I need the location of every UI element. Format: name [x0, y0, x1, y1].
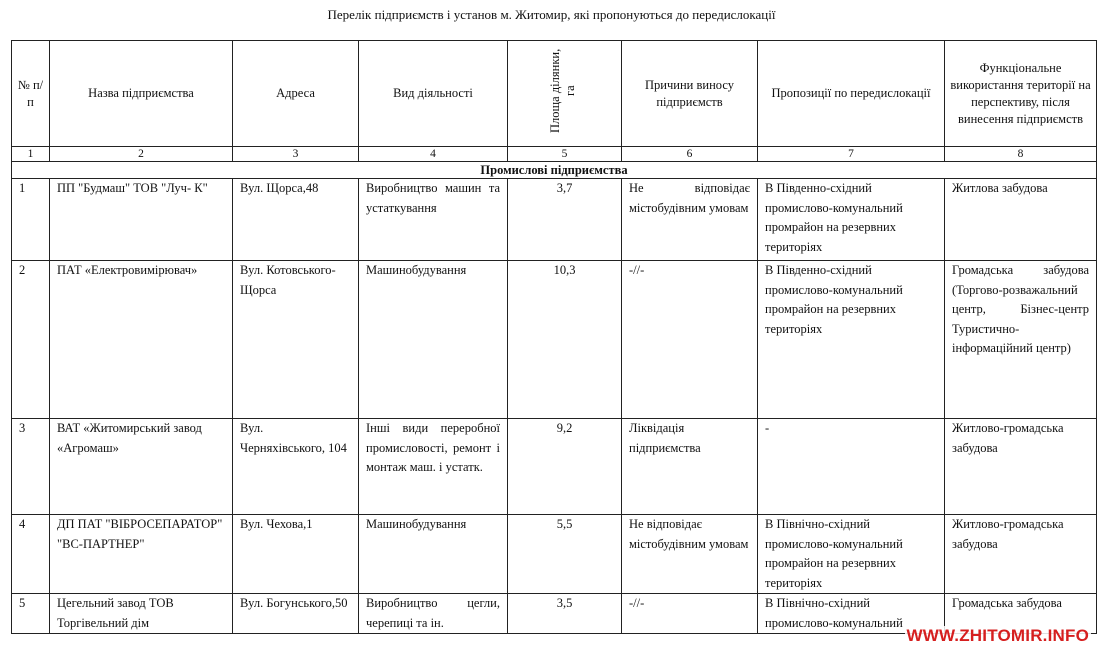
row-future: Житлово-громадська забудова: [945, 515, 1097, 594]
column-number: 7: [758, 147, 945, 162]
row-future: Житлово-громадська забудова: [945, 419, 1097, 515]
row-address: Вул. Черняхівського, 104: [233, 419, 359, 515]
row-area: 10,3: [508, 261, 622, 419]
row-reason: -//-: [622, 594, 758, 634]
row-proposal: В Північно-східний промислово-комунальний промрайон на резервних територіях: [758, 515, 945, 594]
row-activity: Виробництво машин та устаткування: [359, 179, 508, 261]
column-number-row: [12, 147, 1097, 162]
header-activity: Вид діяльності: [359, 41, 508, 147]
row-name: Цегельний завод ТОВ Торгівельний дім: [50, 594, 233, 634]
row-num: 5: [12, 594, 50, 634]
table-row: [12, 179, 1097, 261]
header-name: Назва підприємства: [50, 41, 233, 147]
row-proposal: В Південно-східний промислово-комунальний промрайон на резервних територіях: [758, 261, 945, 419]
header-address: Адреса: [233, 41, 359, 147]
row-reason: Не відповідає містобудівним умовам: [622, 179, 758, 261]
row-future: Громадська забудова: [945, 594, 1097, 634]
site-watermark: WWW.ZHITOMIR.INFO: [906, 626, 1089, 645]
header-row: [12, 41, 1097, 147]
row-reason: -//-: [622, 261, 758, 419]
header-future: Функціональне використання території на перспективу, після винесення підприємств: [945, 41, 1097, 147]
row-name: ВАТ «Житомирський завод «Агромаш»: [50, 419, 233, 515]
column-number: 3: [233, 147, 359, 162]
enterprises-table: [11, 40, 1097, 634]
row-proposal: В Південно-східний промислово-комунальний промрайон на резервних територіях: [758, 179, 945, 261]
table-row: [12, 515, 1097, 594]
row-num: 3: [12, 419, 50, 515]
row-area: 5,5: [508, 515, 622, 594]
row-address: Вул. Чехова,1: [233, 515, 359, 594]
column-number: 4: [359, 147, 508, 162]
column-number: 1: [12, 147, 50, 162]
header-num: № п/п: [12, 41, 50, 147]
table-row: [12, 261, 1097, 419]
table-row: [12, 419, 1097, 515]
row-future: Житлова забудова: [945, 179, 1097, 261]
section-row: [12, 162, 1097, 179]
row-name: ПП "Будмаш" ТОВ "Луч- К": [50, 179, 233, 261]
header-proposal: Пропозиції по передислокації: [758, 41, 945, 147]
row-name: ПАТ «Електровимірювач»: [50, 261, 233, 419]
column-number: 2: [50, 147, 233, 162]
row-activity: Виробництво цегли, черепиці та ін.: [359, 594, 508, 634]
row-num: 1: [12, 179, 50, 261]
row-num: 2: [12, 261, 50, 419]
column-number: 8: [945, 147, 1097, 162]
row-reason: Не відповідає містобудівним умовам: [622, 515, 758, 594]
row-num: 4: [12, 515, 50, 594]
row-area: 9,2: [508, 419, 622, 515]
row-address: Вул. Котовського-Щорса: [233, 261, 359, 419]
row-reason: Ліквідація підприємства: [622, 419, 758, 515]
row-proposal: В Північно-східний промислово-комунальний: [758, 594, 945, 634]
row-proposal: -: [758, 419, 945, 515]
section-title: Промислові підприємства: [12, 162, 1097, 179]
column-number: 5: [508, 147, 622, 162]
document-title: Перелік підприємств і установ м. Житомир, які пропонуються до передислокації: [327, 7, 776, 22]
row-address: Вул. Щорса,48: [233, 179, 359, 261]
header-area: [508, 41, 622, 147]
row-activity: Машинобудування: [359, 515, 508, 594]
row-address: Вул. Богунського,50: [233, 594, 359, 634]
row-activity: Інші види переробної промисловості, ремонт і монтаж маш. і устатк.: [359, 419, 508, 515]
row-area: 3,7: [508, 179, 622, 261]
column-number: 6: [622, 147, 758, 162]
header-area-label: Площа ділянки, га: [547, 48, 577, 134]
row-area: 3,5: [508, 594, 622, 634]
row-activity: Машинобудування: [359, 261, 508, 419]
header-reason: Причини виносу підприємств: [622, 41, 758, 147]
row-future: Громадська забудова (Торгово-розважальний центр, Бізнес-центр Туристично-інформаційний центр): [945, 261, 1097, 419]
row-name: ДП ПАТ "ВІБРОСЕПАРАТОР" "ВС-ПАРТНЕР": [50, 515, 233, 594]
